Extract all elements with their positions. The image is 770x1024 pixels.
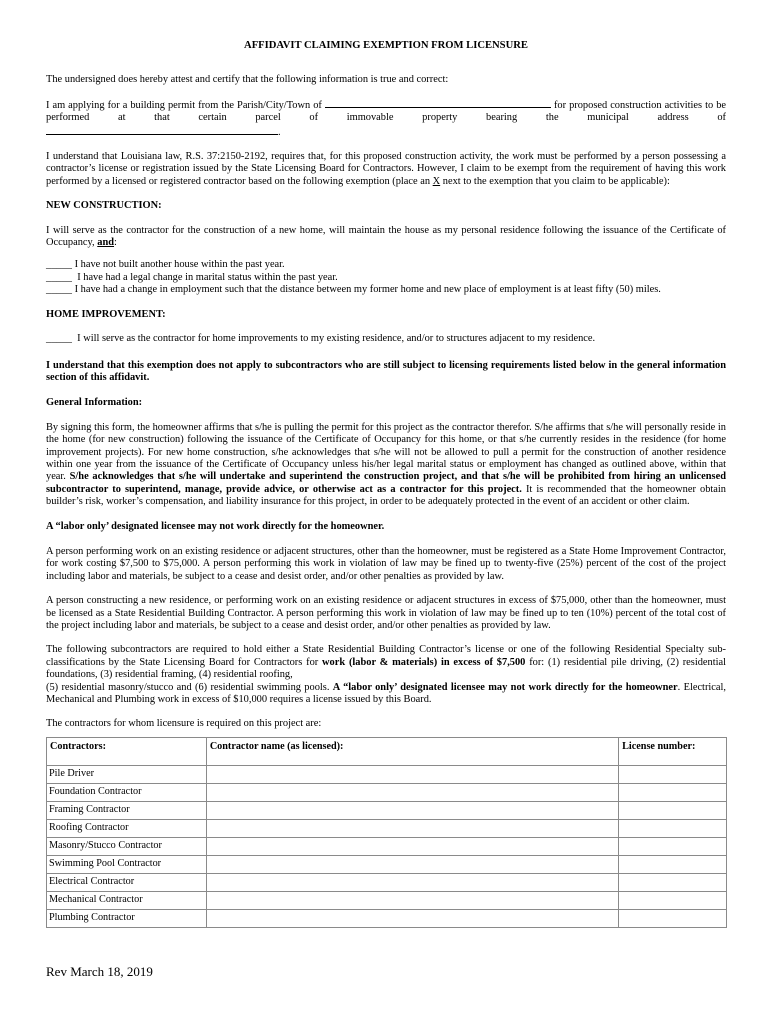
general-information-heading: General Information: (46, 397, 143, 409)
general-info-paragraph-5: The contractors for whom licensure is required on this project are: (46, 718, 322, 730)
contractor-type-cell: Pile Driver (47, 765, 207, 783)
contractor-type-cell: Roofing Contractor (47, 819, 207, 837)
address-line: . (46, 125, 726, 139)
contractor-name-column-header: Contractor name (as licensed): (206, 737, 618, 765)
contractor-table (46, 737, 727, 928)
labor-only-notice: A “labor only’ designated licensee may not work directly for the homeowner. (46, 520, 385, 532)
checkbox-blank[interactable]: _____ (46, 259, 75, 271)
checkbox-blank[interactable]: _____ (46, 333, 78, 345)
license-number-field[interactable] (619, 837, 727, 855)
general-info-paragraph-2: A person performing work on an existing residence or adjacent structures, other than the homeowner, must be registered as a State Home Improvement Contractor, for work costing $7,500 to $75,000. A person performing this work in violation of law may be fined up to twenty-five (25%) percent of the cost of the project including labor and materials, be subject to a cease and desist order, and/or other penalties as provided by law. (46, 545, 726, 582)
license-number-field[interactable] (619, 819, 727, 837)
table-row (47, 909, 727, 927)
license-number-field[interactable] (619, 855, 727, 873)
applying-statement: I am applying for a building permit from the Parish/City/Town of for proposed construction activities to be performed at that certain parcel of immovable property bearing the municipal address of (46, 99, 727, 124)
option-no-house-built[interactable]: _____ I have not built another house within the past year. (46, 259, 285, 271)
checkbox-blank[interactable]: _____ (46, 284, 75, 296)
general-info-paragraph-1: By signing this form, the homeowner affirms that s/he is pulling the permit for this project as the contractor therefor. S/he affirms that s/he will personally reside in the home (for new construction) following the issuance of the Certificate of Occupancy for this home, or that s/he currently resides in the residence (for home improvement projects). For new home construction, s/he acknowledges that s/he will not be allowed to pull a permit for the construction of another residence within one year from the issuance of the Certificate of Occupancy unless his/her legal marital status or employment has changed as outlined above, within that year. S/he acknowledges that s/he will undertake and superintend the construction project, and that s/he will be prohibited from hiring an unlicensed subcontractor to superintend, manage, provide advice, or otherwise act as a contractor for this project. It is recommended that the homeowner obtain builder’s risk, worker’s compensation, and liability insurance for this project, in order to be adequately protected in the event of an accident or other claim. (46, 421, 726, 508)
table-row (47, 801, 727, 819)
license-number-field[interactable] (619, 873, 727, 891)
table-header-row (47, 737, 727, 765)
contractors-column-header: Contractors: (47, 737, 207, 765)
option-home-improvement[interactable]: _____ I will serve as the contractor for home improvements to my existing residence, and/or to structures adjacent to my residence. (46, 333, 596, 345)
law-statement: I understand that Louisiana law, R.S. 37:2150-2192, requires that, for this proposed construction activity, the work must be performed by a person possessing a contractor’s license or registration issued by the State Licensing Board for Contractors. However, I claim to be exempt from the requirement of having this work performed by a licensed or registered contractor based on the following exemption (place an X next to the exemption that you claim to be applicable): (46, 151, 726, 187)
contractor-name-field[interactable] (206, 783, 618, 801)
contractor-name-field[interactable] (206, 801, 618, 819)
table-row (47, 837, 727, 855)
intro-statement: The undersigned does hereby attest and certify that the following information is true and correct: (46, 74, 449, 86)
license-number-field[interactable] (619, 783, 727, 801)
contractor-name-field[interactable] (206, 891, 618, 909)
table-row (47, 765, 727, 783)
contractor-type-cell: Framing Contractor (47, 801, 207, 819)
license-number-field[interactable] (619, 909, 727, 927)
new-construction-options (46, 259, 726, 296)
table-row (47, 855, 727, 873)
license-number-field[interactable] (619, 891, 727, 909)
parish-city-town-field[interactable] (325, 98, 551, 108)
option-marital-change[interactable]: _____ I have had a legal change in marital status within the past year. (46, 271, 338, 283)
license-number-field[interactable] (619, 801, 727, 819)
license-number-column-header: License number: (619, 737, 727, 765)
municipal-address-field[interactable] (46, 125, 278, 135)
subcontractor-notice: I understand that this exemption does not apply to subcontractors who are still subject to licensing requirements listed below in the general information section of this affidavit. (46, 359, 726, 383)
checkbox-blank[interactable]: _____ (46, 271, 75, 283)
home-improvement-heading: HOME IMPROVEMENT: (46, 308, 166, 320)
contractor-type-cell: Swimming Pool Contractor (47, 855, 207, 873)
contractor-type-cell: Electrical Contractor (47, 873, 207, 891)
table-row (47, 891, 727, 909)
table-row (47, 819, 727, 837)
general-info-paragraph-4: The following subcontractors are required to hold either a State Residential Building Contractor’s license or one of the following Residential Specialty sub-classifications by the State Licensing Board for Contractors for work (labor & materials) in excess of $7,500 for: (1) residential pile driving, (2) residential foundations, (3) residential framing, (4) residential roofing, (5) residential masonry/stucco and (6) residential swimming pools. A “labor only’ designated licensee may not work directly for the homeowner. Electrical, Mechanical and Plumbing work in excess of $10,000 requires a license issued by this Board. (46, 644, 727, 706)
contractor-name-field[interactable] (206, 873, 618, 891)
revision-date: Rev March 18, 2019 (46, 964, 153, 979)
contractor-type-cell: Foundation Contractor (47, 783, 207, 801)
contractor-name-field[interactable] (206, 837, 618, 855)
contractor-name-field[interactable] (206, 909, 618, 927)
license-number-field[interactable] (619, 765, 727, 783)
option-employment-change[interactable]: _____ I have had a change in employment such that the distance between my former home and new place of employment is at least fifty (50) miles. (46, 284, 661, 296)
contractor-name-field[interactable] (206, 855, 618, 873)
document-title: AFFIDAVIT CLAIMING EXEMPTION FROM LICENSURE (244, 40, 528, 51)
contractor-name-field[interactable] (206, 765, 618, 783)
table-row (47, 873, 727, 891)
table-row (47, 783, 727, 801)
contractor-type-cell: Mechanical Contractor (47, 891, 207, 909)
new-construction-heading: NEW CONSTRUCTION: (46, 200, 162, 212)
general-info-paragraph-3: A person constructing a new residence, or performing work on an existing residence or adjacent structures in excess of $75,000, other than the homeowner, must be licensed as a State Residential Building Contractor. A person performing this work in violation of law may be fined up to ten (10%) percent of the total cost of the project including labor and materials, be subject to a cease and desist order, and/or other penalties as provided by law. (46, 595, 726, 631)
contractor-name-field[interactable] (206, 819, 618, 837)
new-construction-statement: I will serve as the contractor for the construction of a new home, will maintain the house as my personal residence following the issuance of the Certificate of Occupancy, and: (46, 224, 726, 249)
contractor-type-cell: Plumbing Contractor (47, 909, 207, 927)
contractor-type-cell: Masonry/Stucco Contractor (47, 837, 207, 855)
